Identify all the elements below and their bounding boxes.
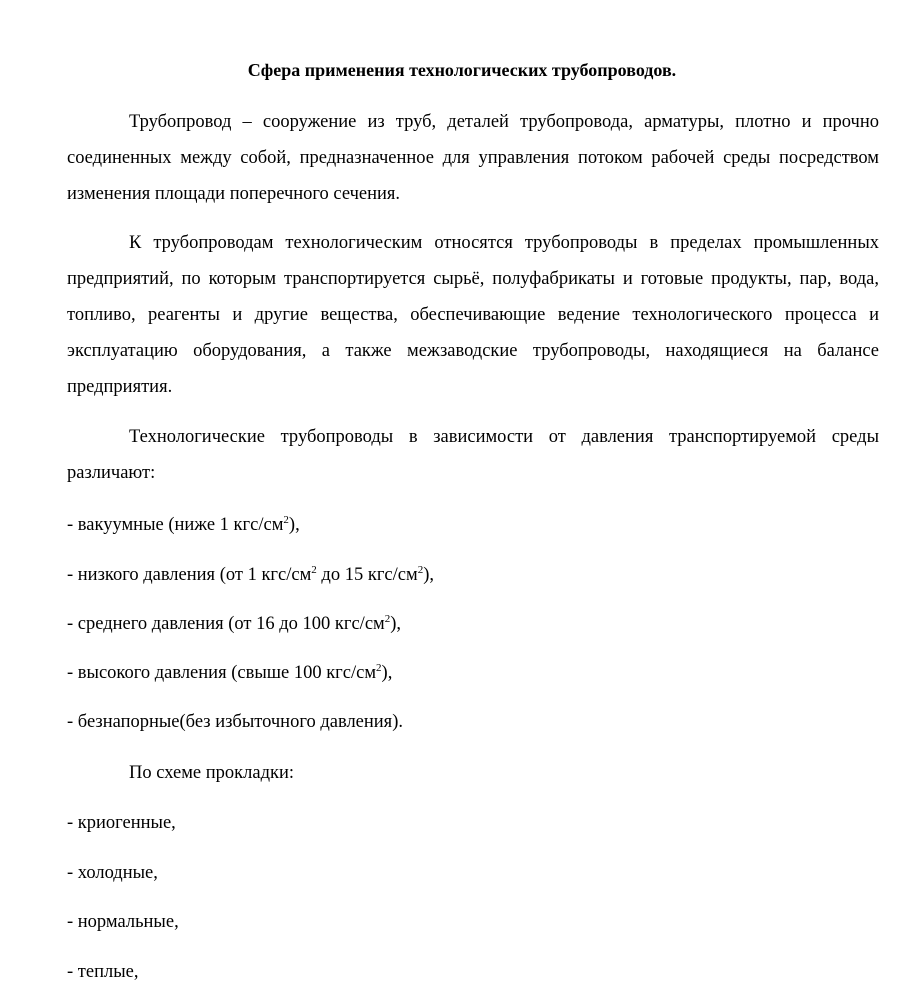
list-item-text: ), — [381, 663, 393, 683]
laying-heading: По схеме прокладки: — [129, 763, 295, 783]
paragraph-technological-pipelines: К трубопроводам технологическим относятся трубопроводы в пределах промышленных предприятий, по которым транспортируется сырьё, полуфабрикаты и готовые продукты, пар, вода, топливо, реагенты и другие вещества, обеспечивающие ведение технологического процесса и эксплуатацию оборудования, а также межзаводские трубопроводы, находящиеся на балансе предприятия. — [67, 233, 879, 397]
list-item-text: до 15 кгс/см — [316, 565, 418, 585]
superscript: 2 — [311, 563, 317, 576]
paragraph-pipeline-definition: Трубопровод – сооружение из труб, деталей трубопровода, арматуры, плотно и прочно соединенных между собой, предназначенное для управления потоком рабочей среды посредством изменения площади поперечного сечения. — [67, 112, 879, 204]
list-item-medium-pressure — [67, 612, 401, 636]
document-title: Сфера применения технологических трубопроводов. — [247, 60, 677, 80]
list-item-text: ), — [390, 614, 402, 634]
list-item-low-pressure — [67, 563, 434, 587]
list-item-text: - низкого давления (от 1 кгс/см — [67, 565, 312, 585]
superscript: 2 — [376, 661, 382, 674]
list-item-vacuum — [67, 513, 300, 537]
list-item-warm: - теплые, — [67, 962, 139, 982]
list-item-text: ), — [288, 515, 300, 535]
list-item-text: - среднего давления (от 16 до 100 кгс/см — [67, 614, 385, 634]
superscript: 2 — [417, 563, 424, 576]
list-item-normal: - нормальные, — [67, 912, 179, 932]
superscript: 2 — [384, 612, 391, 625]
list-item-cold: - холодные, — [67, 863, 158, 883]
list-item-high-pressure — [67, 661, 392, 685]
list-item-text: - высокого давления (свыше 100 кгс/см — [67, 663, 377, 683]
list-item-text: ), — [423, 565, 434, 585]
list-item-text: - вакуумные (ниже 1 кгс/см — [67, 515, 284, 535]
paragraph-pressure-classification: Технологические трубопроводы в зависимости от давления транспортируемой среды различают: — [67, 427, 879, 483]
superscript: 2 — [283, 513, 289, 526]
list-item-cryogenic: - криогенные, — [67, 813, 176, 833]
list-item-pressureless: - безнапорные(без избыточного давления). — [67, 712, 403, 732]
